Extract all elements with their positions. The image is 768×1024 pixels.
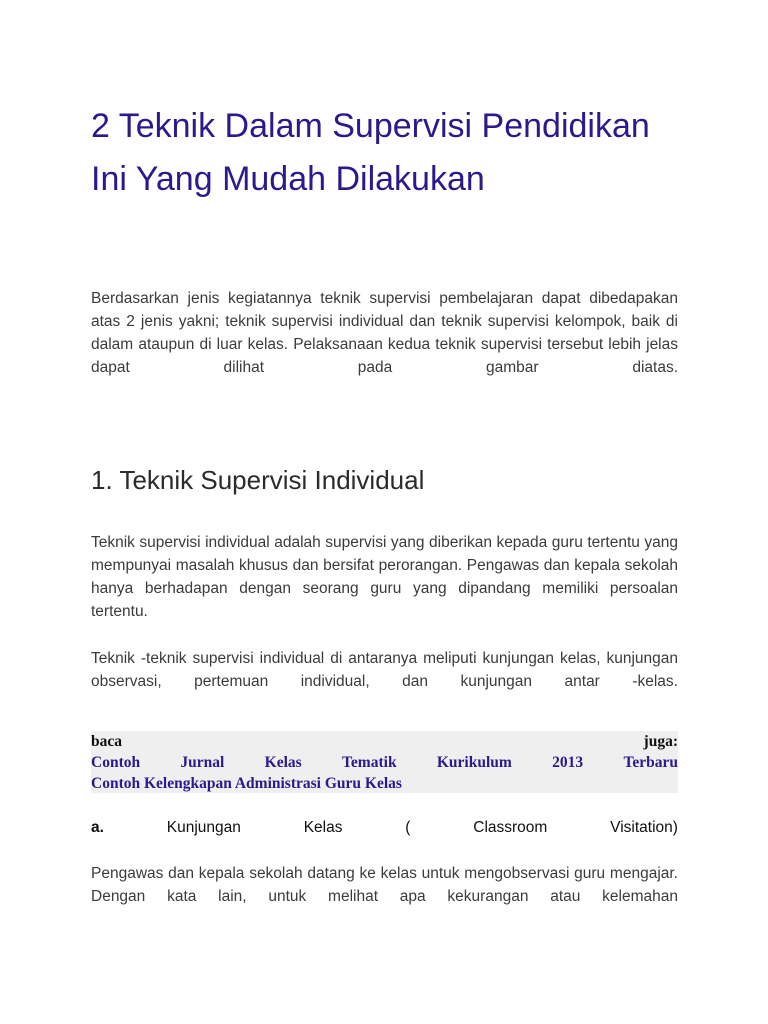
read-also-label-right: juga: xyxy=(643,733,678,750)
link-word[interactable]: Jurnal xyxy=(180,754,225,771)
link-word[interactable]: Tematik xyxy=(342,754,397,771)
subheading-word: Visitation) xyxy=(610,819,678,836)
read-also-link-2[interactable] xyxy=(91,773,678,794)
paragraph-a: Pengawas dan kepala sekolah datang ke kelas untuk mengobservasi guru mengajar. Dengan kata lain, untuk melihat apa kekurangan atau kelemahan xyxy=(91,865,678,905)
section-paragraph-1: Teknik supervisi individual adalah supervisi yang diberikan kepada guru tertentu yang mempunyai masalah khusus dan bersifat perorangan. Pengawas dan kepala sekolah hanya berhadapan dengan seorang guru yang dipandang memiliki persoalan tertentu. xyxy=(91,534,678,620)
subheading-word: Classroom xyxy=(473,819,548,836)
read-also-label xyxy=(91,731,678,752)
subheading-classroom-visitation xyxy=(91,816,678,839)
article-title: 2 Teknik Dalam Supervisi Pendidikan Ini Yang Mudah Dilakukan xyxy=(91,107,650,198)
link-word[interactable]: 2013 xyxy=(552,754,584,771)
section-paragraph-2: Teknik -teknik supervisi individual di antaranya meliputi kunjungan kelas, kunjungan observasi, pertemuan individual, dan kunjungan antar -kelas. xyxy=(91,650,678,690)
link-word[interactable]: Kelas xyxy=(264,754,302,771)
read-also-link-2-text[interactable]: Contoh Kelengkapan Administrasi Guru Kelas xyxy=(91,775,402,792)
read-also-link-1[interactable] xyxy=(91,752,678,773)
read-also-label-left: baca xyxy=(91,733,122,750)
section-heading: 1. Teknik Supervisi Individual xyxy=(91,465,425,495)
intro-paragraph: Berdasarkan jenis kegiatannya teknik supervisi pembelajaran dapat dibedapakan atas 2 jenis yakni; teknik supervisi individual dan teknik supervisi kelompok, baik di dalam ataupun di luar kelas. Pelaksanaan kedua teknik supervisi tersebut lebih jelas dapat dilihat pada gambar diatas. xyxy=(91,290,678,376)
link-word[interactable]: Kurikulum xyxy=(436,754,512,771)
subheading-word: Kunjungan xyxy=(166,819,241,836)
read-also-box xyxy=(91,731,678,793)
subheading-word: a. xyxy=(91,819,104,836)
link-word[interactable]: Terbaru xyxy=(623,754,678,771)
link-word[interactable]: Contoh xyxy=(91,754,141,771)
subheading-word: ( xyxy=(405,819,411,836)
subheading-word: Kelas xyxy=(303,819,343,836)
